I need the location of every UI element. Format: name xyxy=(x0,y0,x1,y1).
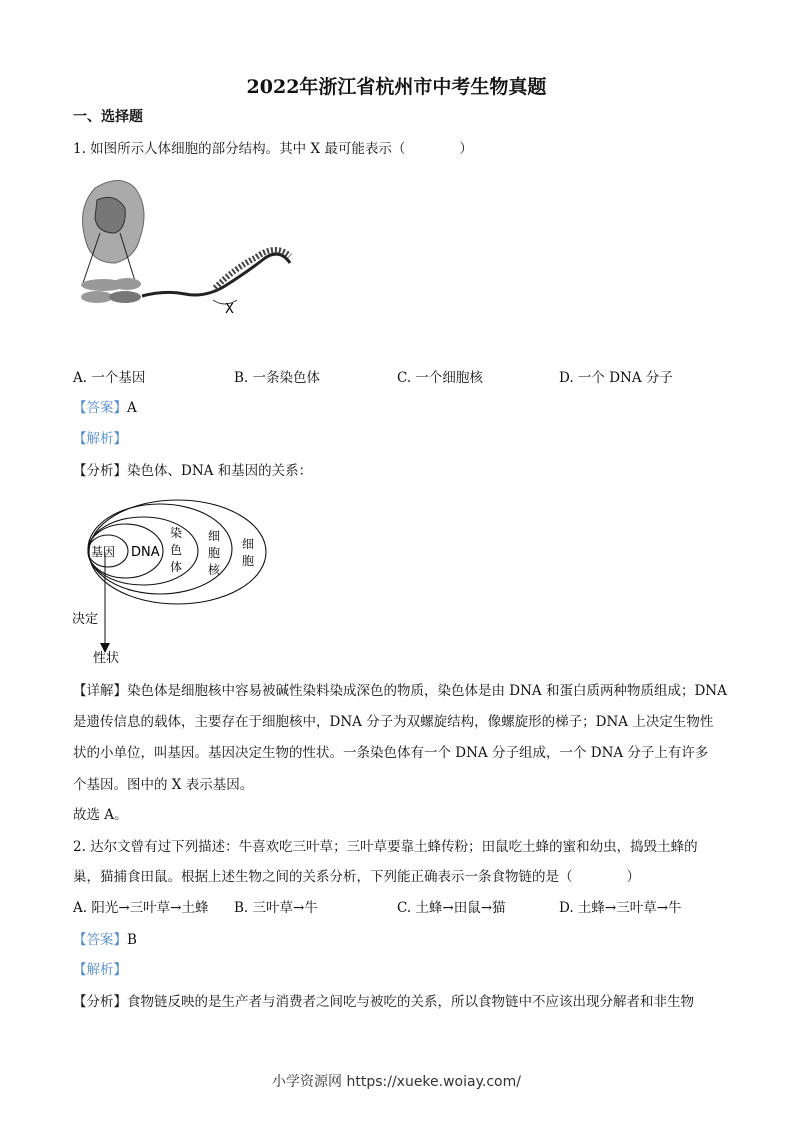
nucleus-label: 细胞核 xyxy=(208,529,221,577)
q1-conclusion: 故选 A。 xyxy=(73,807,128,823)
q1-detail-line: 【详解】染色体是细胞核中容易被碱性染料染成深色的物质，染色体是由 DNA 和蛋白质两种物质组成；DNA xyxy=(73,683,727,699)
footer-watermark: 小学资源网 https://xueke.woiay.com/ xyxy=(272,1074,521,1090)
cell-dna-figure xyxy=(75,178,305,323)
gene-label: 基因 xyxy=(91,545,116,559)
page-title: 2022年浙江省杭州市中考生物真题 xyxy=(246,76,547,98)
q2-answer xyxy=(73,931,137,949)
trait-label: 性状 xyxy=(93,651,120,666)
answer-value: B xyxy=(127,932,137,948)
answer-label: 【答案】 xyxy=(73,932,127,948)
q2-option-a: A. 阳光→三叶草→土蜂 xyxy=(73,900,209,916)
q1-detail-line: 状的小单位，叫基因。基因决定生物的性状。一条染色体有一个 DNA 分子组成，一个 DNA 分子上有许多 xyxy=(73,745,709,761)
q2-option-c: C. 土蜂→田鼠→猫 xyxy=(397,900,506,916)
q1-stem: 1. 如图所示人体细胞的部分结构。其中 X 最可能表示（ ） xyxy=(73,141,473,157)
q1-detail-line: 是遗传信息的载体，主要存在于细胞核中，DNA 分子为双螺旋结构，像螺旋形的梯子；DNA 上决定生物性 xyxy=(73,714,714,730)
q2-fenxi: 【分析】食物链反映的是生产者与消费者之间吃与被吃的关系，所以食物链中不应该出现分解者和非生物 xyxy=(73,994,694,1010)
q2-analysis-label: 【解析】 xyxy=(73,962,127,978)
q2-option-b: B. 三叶草→牛 xyxy=(234,900,318,916)
q2-stem-line: 2. 达尔文曾有过下列描述：牛喜欢吃三叶草；三叶草要靠土蜂传粉；田鼠吃土蜂的蜜和幼虫，捣毁土蜂的 xyxy=(73,839,698,855)
q1-detail-line: 个基因。图中的 X 表示基因。 xyxy=(73,777,254,793)
q2-option-d: D. 土蜂→三叶草→牛 xyxy=(559,900,682,916)
q1-option-b: B. 一条染色体 xyxy=(234,370,321,386)
q1-option-d: D. 一个 DNA 分子 xyxy=(559,370,673,386)
q2-stem-line: 巢，猫捕食田鼠。根据上述生物之间的关系分析，下列能正确表示一条食物链的是（ ） xyxy=(73,869,640,885)
chromosome-label: 染色体 xyxy=(170,526,183,574)
decide-label: 决定 xyxy=(72,612,99,627)
gene-dna-chromosome-diagram xyxy=(60,490,280,670)
q1-option-a: A. 一个基因 xyxy=(73,370,146,386)
q1-fenxi: 【分析】染色体、DNA 和基因的关系： xyxy=(73,463,313,479)
figure-x-label: X xyxy=(225,302,234,317)
answer-label: 【答案】 xyxy=(73,400,127,416)
section-heading: 一、选择题 xyxy=(73,109,143,125)
q1-option-c: C. 一个细胞核 xyxy=(397,370,483,386)
answer-value: A xyxy=(127,400,137,416)
dna-label: DNA xyxy=(131,545,160,560)
q1-answer xyxy=(73,399,137,417)
q1-analysis-label: 【解析】 xyxy=(73,431,127,447)
cell-label: 细胞 xyxy=(242,537,255,568)
